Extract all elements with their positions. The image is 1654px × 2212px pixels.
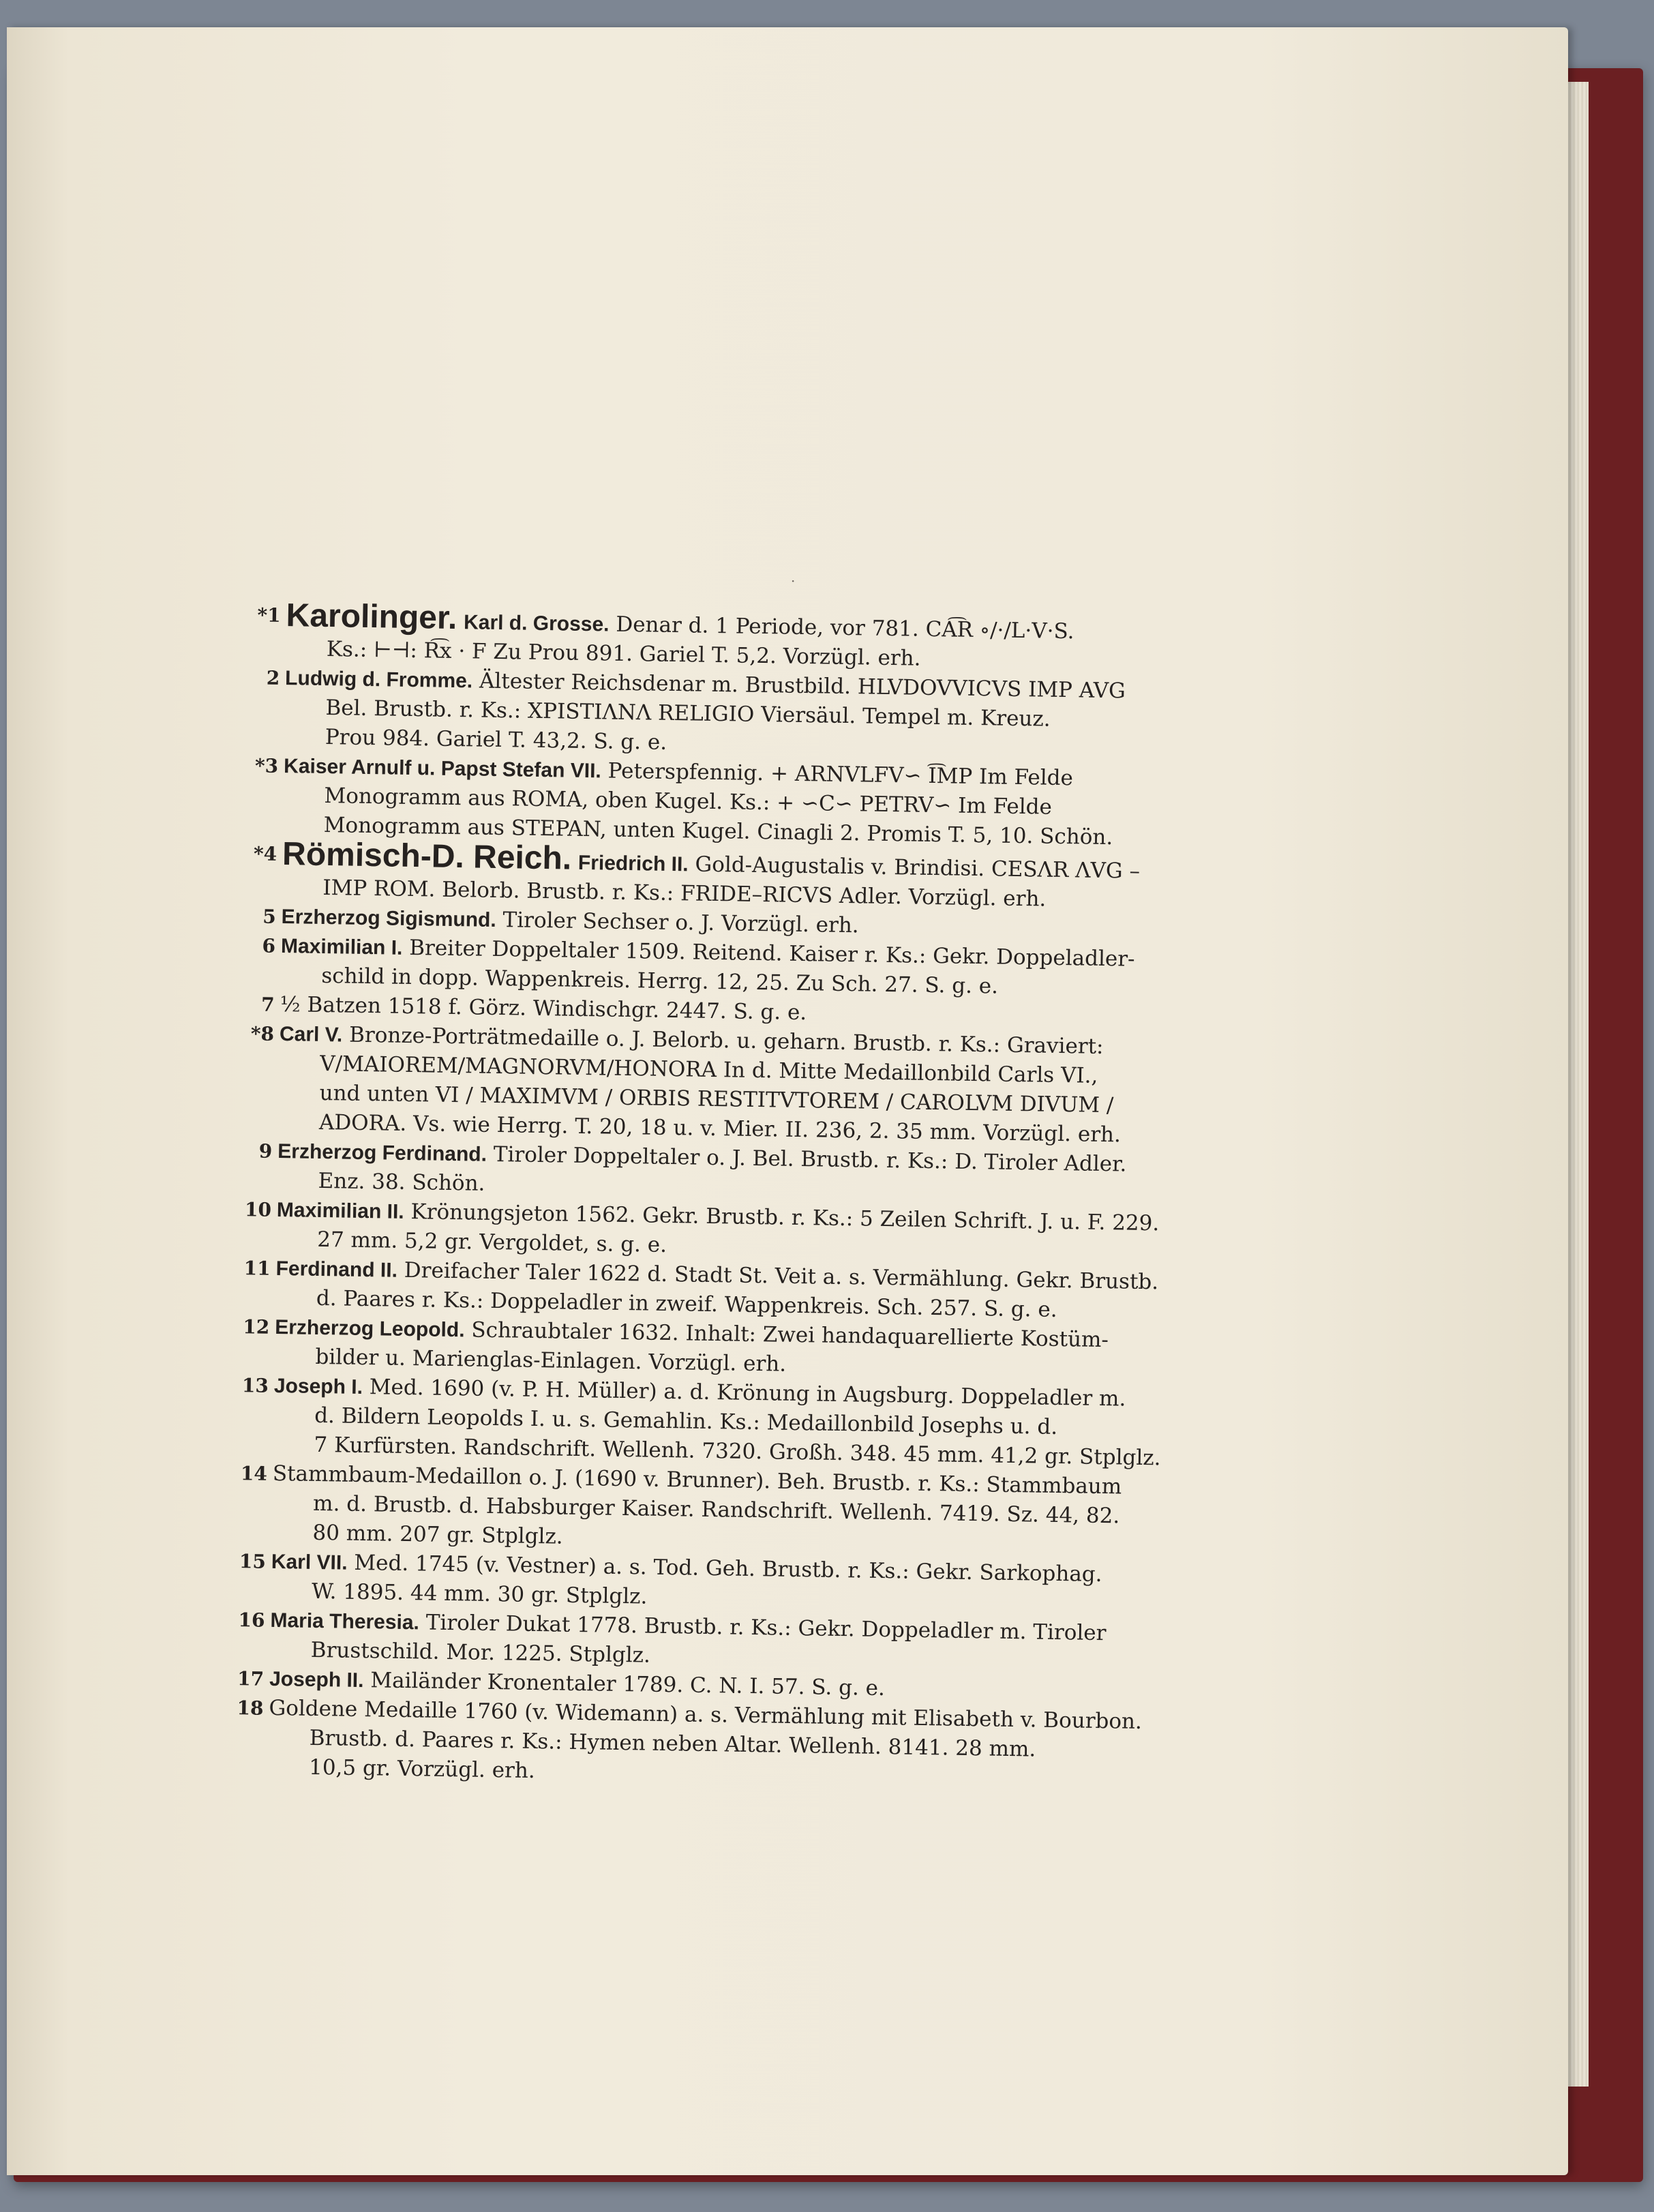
entry-number: 7 xyxy=(260,993,275,1016)
entry-description: Schraubtaler 1632. Inhalt: Zwei handaquarellierte Kostüm- xyxy=(471,1317,1109,1353)
entry-ruler: Ferdinand II. xyxy=(275,1257,398,1282)
entry-continuation: Bel. Brustb. r. Ks.: XPISTIΛNΛ RELIGIO Viersäul. Tempel m. Kreuz. xyxy=(325,696,1051,732)
entry-description: Tiroler Sechser o. J. Vorzügl. erh. xyxy=(502,908,859,938)
entry-continuation: Monogramm aus STEPAN, unten Kugel. Cinagli 2. Promis T. 5, 10. Schön. xyxy=(323,813,1113,850)
entry-continuation: Prou 984. Gariel T. 43,2. S. g. e. xyxy=(325,725,667,755)
catalog-entry xyxy=(225,1371,1249,1475)
entry-number: 16 xyxy=(238,1609,265,1632)
entry-description: Tiroler Dukat 1778. Brustb. r. Ks.: Gekr. Doppeladler m. Tiroler xyxy=(425,1610,1107,1646)
entry-number: 9 xyxy=(258,1139,273,1163)
entry-ruler: Maximilian I. xyxy=(280,935,403,959)
entry-number: 5 xyxy=(262,905,276,928)
entry-description: Goldene Medaille 1760 (v. Widemann) a. s. Vermählung mit Elisabeth v. Bourbon. xyxy=(269,1695,1143,1735)
entry-number: 17 xyxy=(237,1667,265,1690)
entry-number: 6 xyxy=(262,934,276,957)
entry-ruler: Karl d. Grosse. xyxy=(463,611,610,636)
entry-number: *3 xyxy=(254,754,279,777)
entry-continuation: W. 1895. 44 mm. 30 gr. Stplglz. xyxy=(311,1579,648,1609)
entry-continuation: Monogramm aus ROMA, oben Kugel. Ks.: + ∽C∽ PETRV∽ Im Felde xyxy=(324,783,1053,820)
entry-number: 12 xyxy=(243,1315,270,1339)
entry-continuation: m. d. Brustb. d. Habsburger Kaiser. Randschrift. Wellenh. 7419. Sz. 44, 82. xyxy=(312,1491,1120,1529)
entry-number: 14 xyxy=(240,1462,268,1485)
entry-ruler: Joseph II. xyxy=(269,1667,364,1692)
entry-description: Bronze-Porträtmedaille o. J. Belorb. u. geharn. Brustb. r. Ks.: Graviert: xyxy=(348,1022,1104,1060)
entry-continuation: Enz. 38. Schön. xyxy=(318,1168,485,1196)
entry-number: 13 xyxy=(241,1374,269,1397)
catalog-entry xyxy=(237,663,1261,767)
entry-number: *8 xyxy=(250,1022,275,1045)
catalog-page xyxy=(7,27,1568,2175)
entry-description: Stammbaum-Medaillon o. J. (1690 v. Brunner). Beh. Brustb. r. Ks.: Stammbaum xyxy=(272,1461,1122,1499)
entry-number: 11 xyxy=(243,1257,271,1280)
entry-ruler: Erzherzog Sigismund. xyxy=(281,906,496,931)
entry-description: Krönungsjeton 1562. Gekr. Brustb. r. Ks.: 5 Zeilen Schrift. J. u. F. 229. xyxy=(410,1199,1160,1236)
entry-ruler: Ludwig d. Fromme. xyxy=(284,667,473,693)
entry-number: 15 xyxy=(239,1550,267,1573)
entry-description: Mailänder Kronentaler 1789. C. N. I. 57. S. g. e. xyxy=(370,1668,886,1701)
entry-description: Denar d. 1 Periode, vor 781. CA͡R ∘/·/L·V·S. xyxy=(616,612,1074,644)
entry-number: *1 xyxy=(257,603,281,627)
entry-ruler: Maria Theresia. xyxy=(270,1609,420,1634)
entry-continuation: und unten VI / MAXIMVM / ORBIS RESTITVTOREM / CAROLVM DIVUM / xyxy=(319,1080,1114,1118)
entry-number: *4 xyxy=(253,842,277,865)
entry-ruler: Karl VII. xyxy=(271,1550,348,1574)
entry-description: Dreifacher Taler 1622 d. Stadt St. Veit a. s. Vermählung. Gekr. Brustb. xyxy=(404,1257,1159,1295)
entry-ruler: Erzherzog Leopold. xyxy=(274,1315,465,1342)
catalog-entry xyxy=(224,1459,1248,1563)
entry-ruler: Friedrich II. xyxy=(577,851,689,876)
entry-ruler: Joseph I. xyxy=(273,1374,363,1399)
catalog-entry xyxy=(220,1693,1244,1797)
entry-description: Med. 1690 (v. P. H. Müller) a. d. Krönung in Augsburg. Doppeladler m. xyxy=(369,1375,1126,1411)
entry-description: Tiroler Doppeltaler o. J. Bel. Brustb. r. Ks.: D. Tiroler Adler. xyxy=(493,1141,1127,1177)
entry-ruler: Carl V. xyxy=(279,1023,343,1047)
entry-continuation: V/MAIOREM/MAGNORVM/HONORA In d. Mitte Medaillonbild Carls VI., xyxy=(320,1051,1098,1088)
entry-description: Breiter Doppeltaler 1509. Reitend. Kaiser r. Ks.: Gekr. Doppeladler- xyxy=(408,935,1135,972)
entry-continuation: Brustschild. Mor. 1225. Stplglz. xyxy=(310,1637,651,1668)
entry-continuation: schild in dopp. Wappenkreis. Herrg. 12, 25. Zu Sch. 27. S. g. e. xyxy=(321,963,999,999)
entry-continuation: IMP ROM. Belorb. Brustb. r. Ks.: FRIDE–RICVS Adler. Vorzügl. erh. xyxy=(322,875,1047,912)
entry-continuation: 10,5 gr. Vorzügl. erh. xyxy=(308,1754,535,1784)
entry-number: 10 xyxy=(244,1198,272,1221)
catalog-entry xyxy=(230,1019,1255,1152)
entry-description: ½ Batzen 1518 f. Görz. Windischgr. 2447. S. g. e. xyxy=(280,992,807,1026)
entry-ruler: Kaiser Arnulf u. Papst Stefan VII. xyxy=(283,755,602,783)
entry-continuation: 7 Kurfürsten. Randschrift. Wellenh. 7320. Großh. 348. 45 mm. 41,2 gr. Stplglz. xyxy=(314,1432,1161,1471)
entry-continuation: ADORA. Vs. wie Herrg. T. 20, 18 u. v. Mier. II. 236, 2. 35 mm. Vorzügl. erh. xyxy=(318,1109,1122,1148)
entry-continuation: bilder u. Marienglas-Einlagen. Vorzügl. erh. xyxy=(315,1344,787,1377)
entry-continuation: Brustb. d. Paares r. Ks.: Hymen neben Altar. Wellenh. 8141. 28 mm. xyxy=(309,1725,1036,1762)
entry-continuation: Ks.: ⊢⊣: R͡x · F Zu Prou 891. Gariel T. 5,2. Vorzügl. erh. xyxy=(326,637,921,671)
entry-description: Ältester Reichsdenar m. Brustbild. HLVDOVVICVS IMP AVG xyxy=(479,668,1126,704)
entry-number: 2 xyxy=(266,666,280,689)
section-heading: Römisch-D. Reich. xyxy=(282,836,572,877)
section-heading: Karolinger. xyxy=(286,597,457,637)
entry-description: Med. 1745 (v. Vestner) a. s. Tod. Geh. Brustb. r. Ks.: Gekr. Sarkophag. xyxy=(354,1550,1102,1587)
entry-number: 18 xyxy=(237,1697,264,1720)
entry-continuation: d. Bildern Leopolds I. u. s. Gemahlin. Ks.: Medaillonbild Josephs u. d. xyxy=(314,1403,1058,1440)
entry-ruler: Maximilian II. xyxy=(276,1198,404,1223)
entry-description: Gold-Augustalis v. Brindisi. CESΛR ΛVG – xyxy=(695,852,1141,884)
entry-description: Peterspfennig. + ARNVLFV∽ I͡MP Im Felde xyxy=(607,758,1074,791)
entry-continuation: 27 mm. 5,2 gr. Vergoldet, s. g. e. xyxy=(316,1227,667,1257)
entry-continuation: d. Paares r. Ks.: Doppeladler in zweif. Wappenkreis. Sch. 257. S. g. e. xyxy=(316,1285,1057,1322)
entry-ruler: Erzherzog Ferdinand. xyxy=(277,1140,487,1166)
catalog-entries xyxy=(220,597,1261,1797)
dot-mark: · xyxy=(791,573,796,589)
entry-continuation: 80 mm. 207 gr. Stplglz. xyxy=(312,1520,563,1549)
